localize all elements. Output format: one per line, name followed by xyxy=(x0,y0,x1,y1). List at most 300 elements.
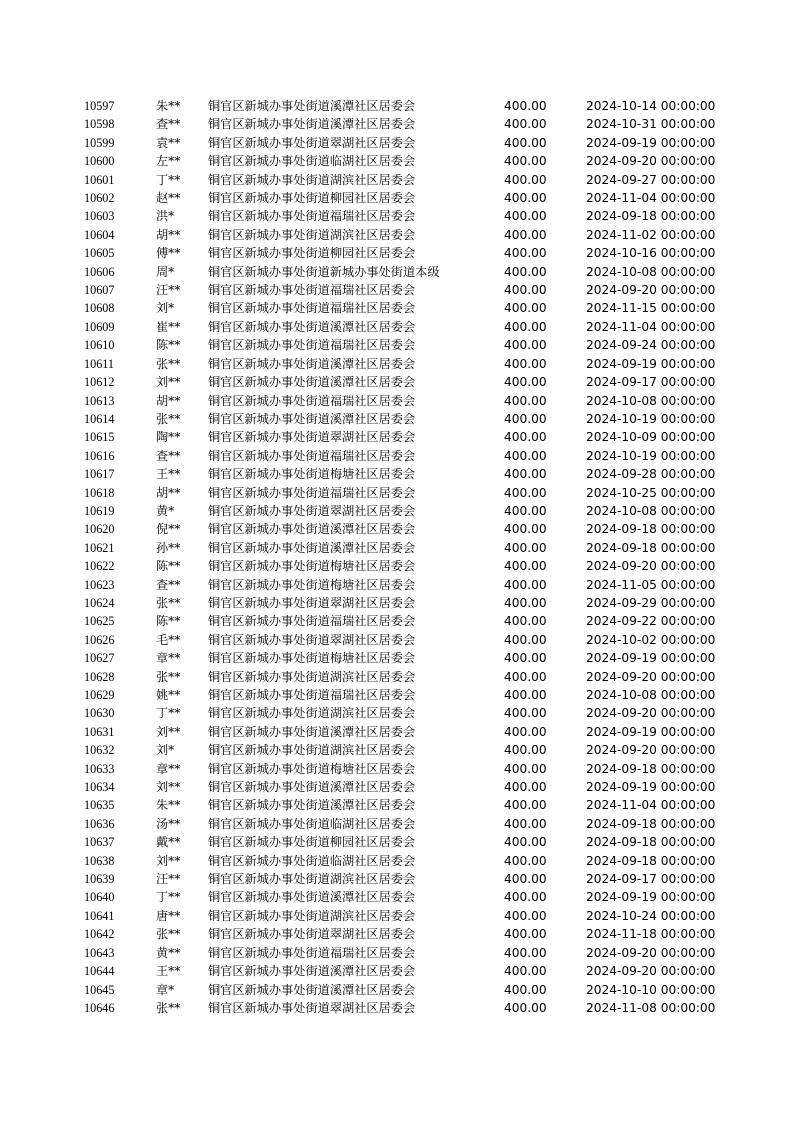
record-id-cell: 10639 xyxy=(84,872,115,887)
table-row xyxy=(84,263,724,281)
record-id-cell: 10600 xyxy=(84,154,115,169)
amount-cell: 400.00 xyxy=(504,154,547,169)
organization-cell: 铜官区新城办事处街道梅塘社区居委会 xyxy=(208,559,416,574)
table-row xyxy=(84,796,724,814)
recipient-name-cell: 朱** xyxy=(156,798,181,813)
organization-cell: 铜官区新城办事处街道溪潭社区居委会 xyxy=(208,375,416,390)
record-id-cell: 10627 xyxy=(84,651,115,666)
payment-date-cell: 2024-09-19 00:00:00 xyxy=(586,780,716,795)
table-row xyxy=(84,668,724,686)
amount-cell: 400.00 xyxy=(504,835,547,850)
payment-date-cell: 2024-09-17 00:00:00 xyxy=(586,375,716,390)
payment-date-cell: 2024-09-19 00:00:00 xyxy=(586,651,716,666)
amount-cell: 400.00 xyxy=(504,890,547,905)
table-row xyxy=(84,925,724,943)
amount-cell: 400.00 xyxy=(504,356,547,371)
amount-cell: 400.00 xyxy=(504,798,547,813)
organization-cell: 铜官区新城办事处街道湖滨社区居委会 xyxy=(208,872,416,887)
amount-cell: 400.00 xyxy=(504,853,547,868)
table-row xyxy=(84,355,724,373)
payment-date-cell: 2024-09-18 00:00:00 xyxy=(586,816,716,831)
table-row xyxy=(84,594,724,612)
table-row xyxy=(84,944,724,962)
table-row xyxy=(84,907,724,925)
record-id-cell: 10605 xyxy=(84,246,115,261)
organization-cell: 铜官区新城办事处街道湖滨社区居委会 xyxy=(208,172,416,187)
organization-cell: 铜官区新城办事处街道翠湖社区居委会 xyxy=(208,430,416,445)
record-id-cell: 10607 xyxy=(84,283,115,298)
table-row xyxy=(84,410,724,428)
recipient-name-cell: 倪** xyxy=(156,522,181,537)
payment-date-cell: 2024-09-29 00:00:00 xyxy=(586,595,716,610)
payment-date-cell: 2024-09-20 00:00:00 xyxy=(586,559,716,574)
table-row xyxy=(84,576,724,594)
recipient-name-cell: 刘* xyxy=(156,743,175,758)
amount-cell: 400.00 xyxy=(504,283,547,298)
organization-cell: 铜官区新城办事处街道溪潭社区居委会 xyxy=(208,798,416,813)
organization-cell: 铜官区新城办事处街道福瑞社区居委会 xyxy=(208,301,416,316)
payment-date-cell: 2024-09-19 00:00:00 xyxy=(586,356,716,371)
record-id-cell: 10640 xyxy=(84,890,115,905)
amount-cell: 400.00 xyxy=(504,246,547,261)
organization-cell: 铜官区新城办事处街道福瑞社区居委会 xyxy=(208,688,416,702)
record-id-cell: 10604 xyxy=(84,227,115,242)
payment-date-cell: 2024-09-19 00:00:00 xyxy=(586,135,716,150)
organization-cell: 铜官区新城办事处街道湖滨社区居委会 xyxy=(208,706,416,721)
records-table-body xyxy=(84,97,724,1017)
table-row xyxy=(84,760,724,778)
record-id-cell: 10612 xyxy=(84,375,115,390)
payment-date-cell: 2024-10-24 00:00:00 xyxy=(586,908,716,923)
record-id-cell: 10617 xyxy=(84,467,115,482)
record-id-cell: 10644 xyxy=(84,964,115,979)
amount-cell: 400.00 xyxy=(504,614,547,629)
recipient-name-cell: 查** xyxy=(156,117,181,132)
amount-cell: 400.00 xyxy=(504,264,547,279)
recipient-name-cell: 汤** xyxy=(156,816,181,831)
record-id-cell: 10630 xyxy=(84,706,115,721)
organization-cell: 铜官区新城办事处街道溪潭社区居委会 xyxy=(208,982,416,997)
amount-cell: 400.00 xyxy=(504,319,547,334)
table-row xyxy=(84,428,724,446)
payment-date-cell: 2024-11-02 00:00:00 xyxy=(586,227,716,242)
recipient-name-cell: 章** xyxy=(156,651,181,666)
table-row xyxy=(84,557,724,575)
record-id-cell: 10624 xyxy=(84,595,115,610)
record-id-cell: 10632 xyxy=(84,743,115,758)
table-row xyxy=(84,741,724,759)
record-id-cell: 10628 xyxy=(84,669,115,684)
organization-cell: 铜官区新城办事处街道湖滨社区居委会 xyxy=(208,227,416,242)
table-row xyxy=(84,981,724,999)
table-row xyxy=(84,484,724,502)
amount-cell: 400.00 xyxy=(504,964,547,979)
payment-date-cell: 2024-09-20 00:00:00 xyxy=(586,964,716,979)
amount-cell: 400.00 xyxy=(504,338,547,353)
payment-date-cell: 2024-09-18 00:00:00 xyxy=(586,540,716,555)
amount-cell: 400.00 xyxy=(504,393,547,408)
record-id-cell: 10601 xyxy=(84,172,115,187)
record-id-cell: 10614 xyxy=(84,411,115,426)
organization-cell: 铜官区新城办事处街道福瑞社区居委会 xyxy=(208,945,416,960)
recipient-name-cell: 毛** xyxy=(156,632,181,647)
payment-date-cell: 2024-09-20 00:00:00 xyxy=(586,945,716,960)
record-id-cell: 10597 xyxy=(84,99,115,113)
table-row xyxy=(84,318,724,336)
recipient-name-cell: 章* xyxy=(156,982,175,997)
record-id-cell: 10622 xyxy=(84,559,115,574)
record-id-cell: 10635 xyxy=(84,798,115,813)
recipient-name-cell: 傅** xyxy=(156,246,181,261)
organization-cell: 铜官区新城办事处街道翠湖社区居委会 xyxy=(208,135,416,150)
payment-date-cell: 2024-10-08 00:00:00 xyxy=(586,264,716,279)
recipient-name-cell: 刘** xyxy=(156,853,181,868)
payment-date-cell: 2024-09-18 00:00:00 xyxy=(586,761,716,776)
table-row xyxy=(84,888,724,906)
recipient-name-cell: 王** xyxy=(156,467,181,482)
organization-cell: 铜官区新城办事处街道梅塘社区居委会 xyxy=(208,577,416,592)
record-id-cell: 10645 xyxy=(84,982,115,997)
amount-cell: 400.00 xyxy=(504,669,547,684)
record-id-cell: 10646 xyxy=(84,1000,115,1015)
payment-date-cell: 2024-09-28 00:00:00 xyxy=(586,467,716,482)
organization-cell: 铜官区新城办事处街道湖滨社区居委会 xyxy=(208,908,416,923)
record-id-cell: 10598 xyxy=(84,117,115,132)
payment-date-cell: 2024-10-02 00:00:00 xyxy=(586,632,716,647)
amount-cell: 400.00 xyxy=(504,467,547,482)
payment-date-cell: 2024-09-18 00:00:00 xyxy=(586,209,716,224)
record-id-cell: 10642 xyxy=(84,927,115,942)
amount-cell: 400.00 xyxy=(504,375,547,390)
table-row xyxy=(84,962,724,980)
payment-date-cell: 2024-10-19 00:00:00 xyxy=(586,448,716,463)
table-row xyxy=(84,833,724,851)
amount-cell: 400.00 xyxy=(504,448,547,463)
payment-date-cell: 2024-11-04 00:00:00 xyxy=(586,191,716,206)
table-row xyxy=(84,999,724,1017)
payment-date-cell: 2024-09-18 00:00:00 xyxy=(586,835,716,850)
recipient-name-cell: 张** xyxy=(156,356,181,371)
record-id-cell: 10608 xyxy=(84,301,115,316)
organization-cell: 铜官区新城办事处街道柳园社区居委会 xyxy=(208,191,416,206)
table-row xyxy=(84,207,724,225)
record-id-cell: 10621 xyxy=(84,540,115,555)
payment-date-cell: 2024-11-05 00:00:00 xyxy=(586,577,716,592)
payment-date-cell: 2024-09-20 00:00:00 xyxy=(586,706,716,721)
amount-cell: 400.00 xyxy=(504,577,547,592)
table-row xyxy=(84,631,724,649)
recipient-name-cell: 张** xyxy=(156,595,181,610)
table-row xyxy=(84,189,724,207)
payment-date-cell: 2024-09-20 00:00:00 xyxy=(586,669,716,684)
amount-cell: 400.00 xyxy=(504,99,547,113)
recipient-name-cell: 刘** xyxy=(156,375,181,390)
amount-cell: 400.00 xyxy=(504,430,547,445)
amount-cell: 400.00 xyxy=(504,522,547,537)
payment-date-cell: 2024-11-15 00:00:00 xyxy=(586,301,716,316)
organization-cell: 铜官区新城办事处街道福瑞社区居委会 xyxy=(208,448,416,463)
organization-cell: 铜官区新城办事处街道溪潭社区居委会 xyxy=(208,411,416,426)
record-id-cell: 10631 xyxy=(84,724,115,739)
recipient-name-cell: 孙** xyxy=(156,540,181,555)
recipient-name-cell: 张** xyxy=(156,1000,181,1015)
record-id-cell: 10634 xyxy=(84,780,115,795)
record-id-cell: 10610 xyxy=(84,338,115,353)
payment-date-cell: 2024-10-31 00:00:00 xyxy=(586,117,716,132)
recipient-name-cell: 丁** xyxy=(156,890,181,905)
amount-cell: 400.00 xyxy=(504,117,547,132)
recipient-name-cell: 周* xyxy=(156,264,175,279)
amount-cell: 400.00 xyxy=(504,485,547,500)
organization-cell: 铜官区新城办事处街道梅塘社区居委会 xyxy=(208,651,416,666)
records-table xyxy=(84,97,724,1017)
table-row xyxy=(84,539,724,557)
table-row xyxy=(84,649,724,667)
recipient-name-cell: 黄* xyxy=(156,503,175,518)
record-id-cell: 10620 xyxy=(84,522,115,537)
organization-cell: 铜官区新城办事处街道翠湖社区居委会 xyxy=(208,595,416,610)
record-id-cell: 10613 xyxy=(84,393,115,408)
organization-cell: 铜官区新城办事处街道临湖社区居委会 xyxy=(208,154,416,169)
recipient-name-cell: 胡** xyxy=(156,227,181,242)
organization-cell: 铜官区新城办事处街道福瑞社区居委会 xyxy=(208,338,416,353)
recipient-name-cell: 袁** xyxy=(156,135,181,150)
organization-cell: 铜官区新城办事处街道临湖社区居委会 xyxy=(208,853,416,868)
recipient-name-cell: 查** xyxy=(156,577,181,592)
table-row xyxy=(84,520,724,538)
organization-cell: 铜官区新城办事处街道福瑞社区居委会 xyxy=(208,209,416,224)
table-row xyxy=(84,870,724,888)
organization-cell: 铜官区新城办事处街道梅塘社区居委会 xyxy=(208,467,416,482)
table-row xyxy=(84,852,724,870)
organization-cell: 铜官区新城办事处街道柳园社区居委会 xyxy=(208,835,416,850)
recipient-name-cell: 张** xyxy=(156,669,181,684)
recipient-name-cell: 陈** xyxy=(156,559,181,574)
payment-date-cell: 2024-09-20 00:00:00 xyxy=(586,283,716,298)
table-row xyxy=(84,373,724,391)
table-row xyxy=(84,336,724,354)
amount-cell: 400.00 xyxy=(504,209,547,224)
record-id-cell: 10618 xyxy=(84,485,115,500)
payment-date-cell: 2024-10-16 00:00:00 xyxy=(586,246,716,261)
organization-cell: 铜官区新城办事处街道溪潭社区居委会 xyxy=(208,356,416,371)
record-id-cell: 10609 xyxy=(84,319,115,334)
organization-cell: 铜官区新城办事处街道福瑞社区居委会 xyxy=(208,393,416,408)
payment-date-cell: 2024-11-18 00:00:00 xyxy=(586,927,716,942)
recipient-name-cell: 王** xyxy=(156,964,181,979)
table-row xyxy=(84,723,724,741)
amount-cell: 400.00 xyxy=(504,945,547,960)
table-row xyxy=(84,704,724,722)
amount-cell: 400.00 xyxy=(504,688,547,702)
record-id-cell: 10603 xyxy=(84,209,115,224)
amount-cell: 400.00 xyxy=(504,724,547,739)
table-row xyxy=(84,612,724,630)
amount-cell: 400.00 xyxy=(504,982,547,997)
organization-cell: 铜官区新城办事处街道福瑞社区居委会 xyxy=(208,485,416,500)
table-row xyxy=(84,778,724,796)
organization-cell: 铜官区新城办事处街道湖滨社区居委会 xyxy=(208,743,416,758)
table-row xyxy=(84,115,724,133)
recipient-name-cell: 赵** xyxy=(156,191,181,206)
record-id-cell: 10638 xyxy=(84,853,115,868)
table-row xyxy=(84,226,724,244)
record-id-cell: 10643 xyxy=(84,945,115,960)
table-row xyxy=(84,97,724,115)
payment-date-cell: 2024-10-25 00:00:00 xyxy=(586,485,716,500)
record-id-cell: 10599 xyxy=(84,135,115,150)
table-row xyxy=(84,152,724,170)
table-row xyxy=(84,299,724,317)
table-row xyxy=(84,134,724,152)
amount-cell: 400.00 xyxy=(504,761,547,776)
payment-date-cell: 2024-09-19 00:00:00 xyxy=(586,890,716,905)
recipient-name-cell: 胡** xyxy=(156,485,181,500)
amount-cell: 400.00 xyxy=(504,632,547,647)
organization-cell: 铜官区新城办事处街道溪潭社区居委会 xyxy=(208,117,416,132)
amount-cell: 400.00 xyxy=(504,301,547,316)
organization-cell: 铜官区新城办事处街道柳园社区居委会 xyxy=(208,246,416,261)
payment-date-cell: 2024-10-19 00:00:00 xyxy=(586,411,716,426)
amount-cell: 400.00 xyxy=(504,927,547,942)
recipient-name-cell: 黄** xyxy=(156,945,181,960)
table-row xyxy=(84,465,724,483)
amount-cell: 400.00 xyxy=(504,227,547,242)
recipient-name-cell: 洪* xyxy=(156,209,175,224)
table-row xyxy=(84,815,724,833)
record-id-cell: 10636 xyxy=(84,816,115,831)
organization-cell: 铜官区新城办事处街道溪潭社区居委会 xyxy=(208,540,416,555)
recipient-name-cell: 崔** xyxy=(156,319,181,334)
payment-date-cell: 2024-09-22 00:00:00 xyxy=(586,614,716,629)
table-row xyxy=(84,447,724,465)
organization-cell: 铜官区新城办事处街道翠湖社区居委会 xyxy=(208,927,416,942)
payment-date-cell: 2024-10-08 00:00:00 xyxy=(586,503,716,518)
recipient-name-cell: 丁** xyxy=(156,706,181,721)
organization-cell: 铜官区新城办事处街道溪潭社区居委会 xyxy=(208,780,416,795)
recipient-name-cell: 丁** xyxy=(156,172,181,187)
record-id-cell: 10619 xyxy=(84,503,115,518)
record-id-cell: 10623 xyxy=(84,577,115,592)
table-row xyxy=(84,244,724,262)
amount-cell: 400.00 xyxy=(504,816,547,831)
record-id-cell: 10616 xyxy=(84,448,115,463)
recipient-name-cell: 胡** xyxy=(156,393,181,408)
record-id-cell: 10615 xyxy=(84,430,115,445)
amount-cell: 400.00 xyxy=(504,172,547,187)
recipient-name-cell: 朱** xyxy=(156,99,181,113)
payment-date-cell: 2024-11-04 00:00:00 xyxy=(586,798,716,813)
recipient-name-cell: 陶** xyxy=(156,430,181,445)
amount-cell: 400.00 xyxy=(504,651,547,666)
table-row xyxy=(84,171,724,189)
table-row xyxy=(84,281,724,299)
table-row xyxy=(84,686,724,704)
payment-date-cell: 2024-09-18 00:00:00 xyxy=(586,853,716,868)
record-id-cell: 10626 xyxy=(84,632,115,647)
organization-cell: 铜官区新城办事处街道梅塘社区居委会 xyxy=(208,761,416,776)
record-id-cell: 10606 xyxy=(84,264,115,279)
amount-cell: 400.00 xyxy=(504,780,547,795)
payment-date-cell: 2024-10-10 00:00:00 xyxy=(586,982,716,997)
payment-date-cell: 2024-09-24 00:00:00 xyxy=(586,338,716,353)
amount-cell: 400.00 xyxy=(504,411,547,426)
recipient-name-cell: 汪** xyxy=(156,283,181,298)
recipient-name-cell: 陈** xyxy=(156,338,181,353)
recipient-name-cell: 刘** xyxy=(156,724,181,739)
recipient-name-cell: 姚** xyxy=(156,688,181,702)
organization-cell: 铜官区新城办事处街道翠湖社区居委会 xyxy=(208,632,416,647)
amount-cell: 400.00 xyxy=(504,540,547,555)
amount-cell: 400.00 xyxy=(504,908,547,923)
recipient-name-cell: 左** xyxy=(156,154,181,169)
organization-cell: 铜官区新城办事处街道溪潭社区居委会 xyxy=(208,319,416,334)
amount-cell: 400.00 xyxy=(504,191,547,206)
recipient-name-cell: 汪** xyxy=(156,872,181,887)
payment-date-cell: 2024-10-08 00:00:00 xyxy=(586,393,716,408)
recipient-name-cell: 张** xyxy=(156,927,181,942)
payment-date-cell: 2024-09-20 00:00:00 xyxy=(586,743,716,758)
payment-date-cell: 2024-11-04 00:00:00 xyxy=(586,319,716,334)
payment-date-cell: 2024-09-18 00:00:00 xyxy=(586,522,716,537)
recipient-name-cell: 章** xyxy=(156,761,181,776)
recipient-name-cell: 戴** xyxy=(156,835,181,850)
recipient-name-cell: 查** xyxy=(156,448,181,463)
amount-cell: 400.00 xyxy=(504,1000,547,1015)
payment-date-cell: 2024-09-27 00:00:00 xyxy=(586,172,716,187)
amount-cell: 400.00 xyxy=(504,706,547,721)
record-id-cell: 10611 xyxy=(84,356,115,371)
payment-date-cell: 2024-09-17 00:00:00 xyxy=(586,872,716,887)
organization-cell: 铜官区新城办事处街道新城办事处街道本级 xyxy=(208,264,440,279)
recipient-name-cell: 刘** xyxy=(156,780,181,795)
record-id-cell: 10629 xyxy=(84,688,115,702)
organization-cell: 铜官区新城办事处街道福瑞社区居委会 xyxy=(208,614,416,629)
table-row xyxy=(84,392,724,410)
payment-date-cell: 2024-11-08 00:00:00 xyxy=(586,1000,716,1015)
amount-cell: 400.00 xyxy=(504,135,547,150)
amount-cell: 400.00 xyxy=(504,872,547,887)
organization-cell: 铜官区新城办事处街道临湖社区居委会 xyxy=(208,816,416,831)
organization-cell: 铜官区新城办事处街道溪潭社区居委会 xyxy=(208,890,416,905)
record-id-cell: 10602 xyxy=(84,191,115,206)
recipient-name-cell: 刘* xyxy=(156,301,175,316)
recipient-name-cell: 张** xyxy=(156,411,181,426)
organization-cell: 铜官区新城办事处街道湖滨社区居委会 xyxy=(208,669,416,684)
organization-cell: 铜官区新城办事处街道溪潭社区居委会 xyxy=(208,99,416,113)
amount-cell: 400.00 xyxy=(504,503,547,518)
organization-cell: 铜官区新城办事处街道翠湖社区居委会 xyxy=(208,503,416,518)
organization-cell: 铜官区新城办事处街道溪潭社区居委会 xyxy=(208,964,416,979)
amount-cell: 400.00 xyxy=(504,559,547,574)
organization-cell: 铜官区新城办事处街道福瑞社区居委会 xyxy=(208,283,416,298)
payment-date-cell: 2024-09-19 00:00:00 xyxy=(586,724,716,739)
record-id-cell: 10641 xyxy=(84,908,115,923)
organization-cell: 铜官区新城办事处街道溪潭社区居委会 xyxy=(208,522,416,537)
payment-date-cell: 2024-10-14 00:00:00 xyxy=(586,99,716,113)
record-id-cell: 10637 xyxy=(84,835,115,850)
amount-cell: 400.00 xyxy=(504,743,547,758)
record-id-cell: 10633 xyxy=(84,761,115,776)
payment-date-cell: 2024-09-20 00:00:00 xyxy=(586,154,716,169)
amount-cell: 400.00 xyxy=(504,595,547,610)
record-id-cell: 10625 xyxy=(84,614,115,629)
recipient-name-cell: 唐** xyxy=(156,908,181,923)
organization-cell: 铜官区新城办事处街道溪潭社区居委会 xyxy=(208,724,416,739)
payment-date-cell: 2024-10-08 00:00:00 xyxy=(586,688,716,702)
recipient-name-cell: 陈** xyxy=(156,614,181,629)
organization-cell: 铜官区新城办事处街道翠湖社区居委会 xyxy=(208,1000,416,1015)
